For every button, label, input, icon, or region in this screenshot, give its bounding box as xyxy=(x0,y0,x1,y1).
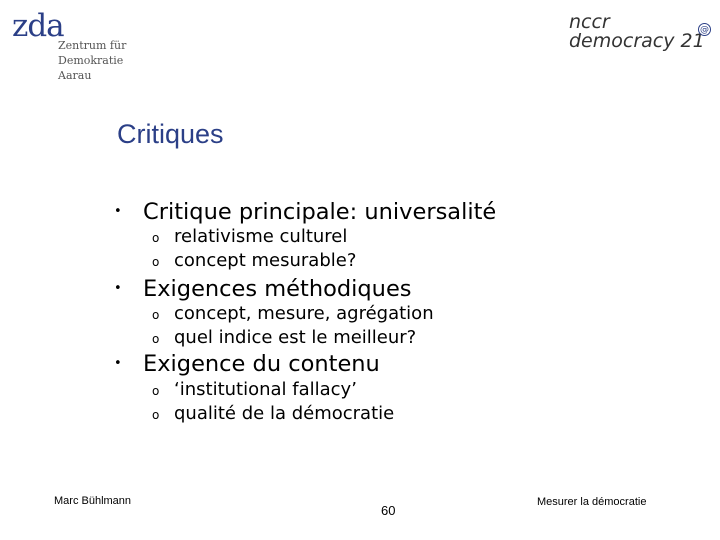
page-number: 60 xyxy=(381,503,396,518)
bullet-icon: • xyxy=(114,204,122,219)
slide-title: Critiques xyxy=(117,119,224,149)
nccr-logo-bottom: democracy 21 xyxy=(569,30,705,52)
sub-bullet-text: concept mesurable? xyxy=(174,250,357,271)
sub-bullet-text: relativisme culturel xyxy=(174,226,348,247)
bullet-icon: • xyxy=(114,281,122,296)
bullet-text: Critique principale: universalité xyxy=(143,199,497,225)
sub-bullet-icon: o xyxy=(152,255,160,269)
zda-logo xyxy=(12,8,152,83)
zda-logo-text xyxy=(58,38,126,83)
sub-bullet-icon: o xyxy=(152,384,160,398)
zda-logo-line: Demokratie xyxy=(58,54,124,67)
nccr-logo-top: nccr xyxy=(569,11,610,33)
sub-bullet-icon: o xyxy=(152,308,160,322)
sub-bullet-text: concept, mesure, agrégation xyxy=(174,303,434,324)
sub-bullet-icon: o xyxy=(152,332,160,346)
bullet-text: Exigence du contenu xyxy=(143,351,380,377)
zda-logo-line: Aarau xyxy=(58,69,92,82)
sub-bullet-icon: o xyxy=(152,231,160,245)
zda-logo-line: Zentrum für xyxy=(58,39,127,52)
sub-bullet-text: ‘institutional fallacy’ xyxy=(174,379,357,400)
sub-bullet-icon: o xyxy=(152,408,160,422)
nccr-logo xyxy=(566,12,716,57)
bullet-icon: • xyxy=(114,356,122,371)
zda-logo-mark: zda xyxy=(12,8,64,44)
sub-bullet-text: quel indice est le meilleur? xyxy=(174,327,417,348)
at-icon: @ xyxy=(700,25,709,35)
footer-author: Marc Bühlmann xyxy=(54,495,132,507)
footer-topic: Mesurer la démocratie xyxy=(537,496,647,508)
bullet-text: Exigences méthodiques xyxy=(143,276,412,302)
sub-bullet-text: qualité de la démocratie xyxy=(174,403,395,424)
